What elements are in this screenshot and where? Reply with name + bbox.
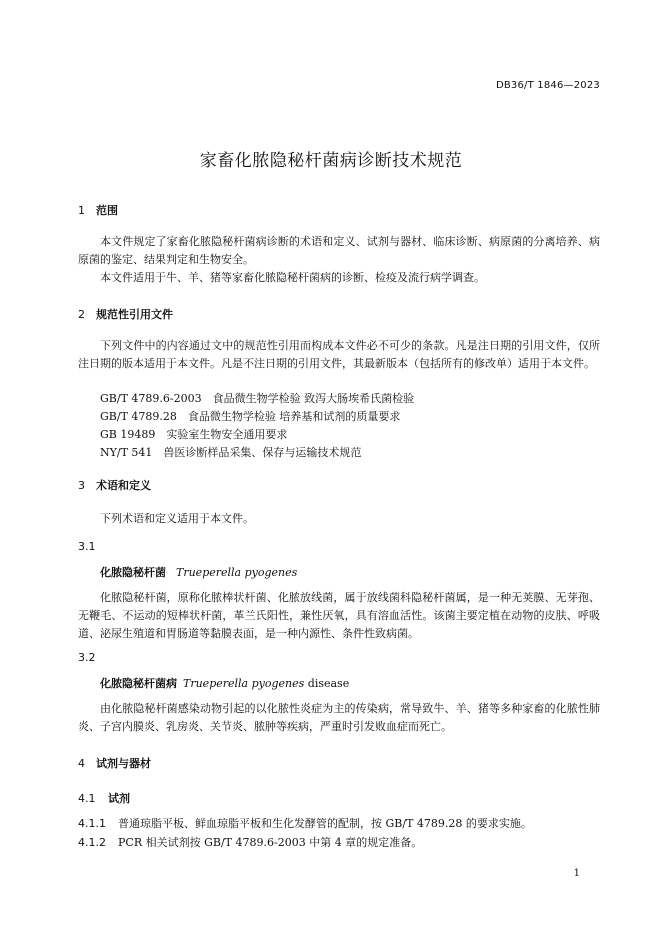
section-title: 术语和定义 — [96, 479, 151, 492]
reference-item: GB/T 4789.6-2003 食品微生物学检验 致泻大肠埃希氏菌检验 — [100, 392, 415, 405]
document-number: DB36/T 1846—2023 — [495, 80, 600, 91]
section-number: 2 — [78, 308, 85, 321]
section-number: 1 — [78, 204, 85, 217]
section-2-heading — [78, 306, 173, 322]
clause-number: 4.1.1 — [78, 817, 106, 830]
section-title: 规范性引用文件 — [96, 308, 173, 321]
reference-item: GB 19489 实验室生物安全通用要求 — [100, 428, 288, 441]
clause-text: 普通琼脂平板、鲜血琼脂平板和生化发酵管的配制，按 GB/T 4789.28 的要求实施。 — [118, 817, 532, 830]
reference-item: NY/T 541 兽医诊断样品采集、保存与运输技术规范 — [100, 446, 362, 459]
term-zh: 化脓隐秘杆菌 — [100, 566, 166, 579]
term-title — [100, 564, 297, 580]
clause-text: PCR 相关试剂按 GB/T 4789.6-2003 中第 4 章的规定准备。 — [118, 836, 423, 849]
subsection-number: 4.1 — [78, 792, 96, 805]
clause-number: 4.1.2 — [78, 836, 106, 849]
term-definition: 化脓隐秘杆菌，原称化脓棒状杆菌、化脓放线菌，属于放线菌科隐秘杆菌属，是一种无荚膜、无芽孢、无鞭毛、不运动的短棒状杆菌，革兰氏阳性，兼性厌氧，具有溶血活性。该菌主要定植在动物的皮肤、呼吸道、泌尿生殖道和胃肠道等黏膜表面，是一种内源性、条件性致病菌。 — [78, 591, 600, 640]
term-zh: 化脓隐秘杆菌病 — [100, 677, 177, 690]
paragraph: 下列文件中的内容通过文中的规范性引用而构成本文件必不可少的条款。凡是注日期的引用文件，仅所注日期的版本适用于本文件。凡是不注日期的引用文件，其最新版本（包括所有的修改单）适用于本文件。 — [78, 339, 600, 370]
paragraph: 本文件适用于牛、羊、猪等家畜化脓隐秘杆菌病的诊断、检疫及流行病学调查。 — [100, 271, 485, 284]
clause-item — [78, 815, 532, 831]
section-number: 3 — [78, 479, 85, 492]
reference-item: GB/T 4789.28 食品微生物学检验 培养基和试剂的质量要求 — [100, 410, 401, 423]
term-en-suffix: disease — [307, 677, 350, 690]
section-title: 范围 — [96, 204, 118, 217]
section-number: 4 — [78, 757, 85, 770]
paragraph: 下列术语和定义适用于本文件。 — [100, 512, 254, 525]
subsection-heading — [78, 790, 130, 806]
term-number: 3.1 — [78, 540, 96, 553]
term-en: Trueperella pyogenes — [176, 566, 298, 579]
section-title: 试剂与器材 — [96, 757, 151, 770]
term-definition: 由化脓隐秘杆菌感染动物引起的以化脓性炎症为主的传染病，常导致牛、羊、猪等多种家畜的化脓性肺炎、子宫内膜炎、乳房炎、关节炎、脓肿等疾病，严重时引发败血症而死亡。 — [78, 702, 600, 733]
clause-item — [78, 834, 422, 850]
term-number: 3.2 — [78, 651, 96, 664]
paragraph: 本文件规定了家畜化脓隐秘杆菌病诊断的术语和定义、试剂与器材、临床诊断、病原菌的分离培养、病原菌的鉴定、结果判定和生物安全。 — [78, 235, 600, 266]
term-en: Trueperella pyogenes — [183, 677, 305, 690]
document-title: 家畜化脓隐秘杆菌病诊断技术规范 — [199, 151, 463, 171]
term-title — [100, 675, 349, 691]
section-1-heading — [78, 202, 118, 218]
section-3-heading — [78, 477, 151, 493]
subsection-title: 试剂 — [108, 792, 130, 805]
page-number: 1 — [573, 868, 580, 879]
section-4-heading — [78, 755, 151, 771]
